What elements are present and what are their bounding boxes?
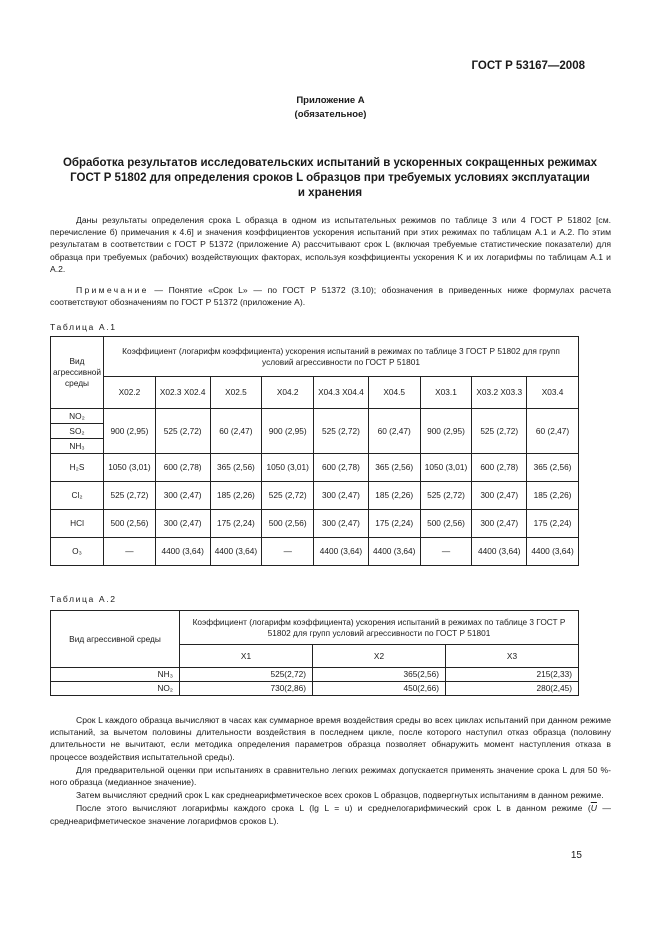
table1-cell: — bbox=[104, 538, 156, 566]
title-line-1: Обработка результатов исследовательских испытаний в ускоренных сокращенных режимах bbox=[62, 157, 598, 169]
table2-cell: 450(2,66) bbox=[313, 682, 446, 696]
table1-cell: 900 (2,95) bbox=[104, 409, 156, 454]
table1-cell: 525 (2,72) bbox=[104, 482, 156, 510]
section-title bbox=[50, 156, 610, 201]
title-line-2: ГОСТ Р 51802 для определения сроков L образцов при требуемых условиях эксплуатации bbox=[70, 172, 590, 184]
intro-text: Даны результаты определения срока L образца в одном из испытательных режимов по таблице 3 или 4 ГОСТ Р 51802 [см. перечисление б) примечания к 4.6] и значения коэффициентов ускорения испытаний при этих режимах по таблицам А.1 и А.2. По этим результатам в соответствии с ГОСТ Р 51372 (приложение А) рассчитывают срок L (включая требуемые статистические показатели) для образца при требуемых (рабочих) воздействующих факторах, используя коэффициенты ускорения K и их логарифмы по таблицам А.1 и А.2. bbox=[50, 215, 611, 274]
table1-cell: 300 (2,47) bbox=[155, 482, 210, 510]
table2-mode: Х3 bbox=[446, 645, 579, 668]
table1-cell: 300 (2,47) bbox=[155, 510, 210, 538]
table1-colhead: Коэффициент (логарифм коэффициента) ускорения испытаний в режимах по таблице 3 ГОСТ Р 51802 для групп условий агрессивности по ГОСТ Р 51801 bbox=[104, 337, 579, 377]
table1-cell: 1050 (3,01) bbox=[262, 454, 314, 482]
table1-cell: 600 (2,78) bbox=[155, 454, 210, 482]
title-line-3: и хранения bbox=[297, 187, 363, 199]
table-a1 bbox=[50, 336, 579, 566]
appendix-title: Приложение А bbox=[296, 95, 365, 106]
table1-cell: 60 (2,47) bbox=[210, 409, 262, 454]
table1-cell: 185 (2,26) bbox=[210, 482, 262, 510]
table1-cell: 525 (2,72) bbox=[314, 409, 369, 454]
table1-mode: Х03.1 bbox=[420, 377, 472, 409]
table1-cell: 4400 (3,64) bbox=[155, 538, 210, 566]
table2-cell: 365(2,56) bbox=[313, 668, 446, 682]
table1-cell: 60 (2,47) bbox=[368, 409, 420, 454]
table1-cell: 1050 (3,01) bbox=[104, 454, 156, 482]
table2-caption: Таблица А.2 bbox=[50, 594, 117, 604]
table1-mode: Х02.3 Х02.4 bbox=[155, 377, 210, 409]
table1-mode: Х04.2 bbox=[262, 377, 314, 409]
table1-cell: 175 (2,24) bbox=[527, 510, 579, 538]
table1-mode: Х03.4 bbox=[527, 377, 579, 409]
table1-medium: HCl bbox=[51, 510, 104, 538]
table1-cell: 4400 (3,64) bbox=[314, 538, 369, 566]
table1-cell: 300 (2,47) bbox=[472, 510, 527, 538]
table1-mode: Х04.3 Х04.4 bbox=[314, 377, 369, 409]
table1-medium: SO₂ bbox=[51, 424, 104, 439]
table1-cell: 4400 (3,64) bbox=[368, 538, 420, 566]
table1-cell: 500 (2,56) bbox=[104, 510, 156, 538]
table1-cell: 600 (2,78) bbox=[472, 454, 527, 482]
table1-cell: 365 (2,56) bbox=[527, 454, 579, 482]
appendix-label bbox=[0, 94, 661, 122]
table2-colhead: Коэффициент (логарифм коэффициента) ускорения испытаний в режимах по таблице 3 ГОСТ Р 51802 для групп условий агрессивности по ГОСТ Р 51801 bbox=[180, 611, 579, 645]
body-paragraph-1: Срок L каждого образца вычисляют в часах как суммарное время воздействия среды во всех циклах испытаний при данном режиме испытаний, за вычетом половины длительности воздействия в последнем цикле, после которого наступил отказ образца (половину длительности не вычитают, если методика определения параметров образца позволяет обнаружить момент наступления отказа в процессе воздействия испытательной среды). bbox=[50, 715, 611, 762]
body-p4-end: — среднеарифметическое значение логарифмов сроков L). bbox=[50, 803, 611, 826]
body-paragraph-3: Затем вычисляют средний срок L как среднеарифметическое всех сроков L образцов, подвергнутых испытаниям в данном режиме. bbox=[76, 790, 604, 801]
body-paragraph-4 bbox=[50, 802, 611, 826]
table1-cell: 4400 (3,64) bbox=[210, 538, 262, 566]
table1-mode: Х04.5 bbox=[368, 377, 420, 409]
table2-mode: Х2 bbox=[313, 645, 446, 668]
table1-medium: H₂S bbox=[51, 454, 104, 482]
table2-cell: 215(2,33) bbox=[446, 668, 579, 682]
intro-paragraph bbox=[50, 214, 611, 275]
mean-log-symbol: $\overline{U}$ bbox=[590, 803, 597, 814]
table1-cell: 525 (2,72) bbox=[420, 482, 472, 510]
table1-medium: NH₃ bbox=[51, 439, 104, 454]
table1-mode: Х02.5 bbox=[210, 377, 262, 409]
table2-mode: Х1 bbox=[180, 645, 313, 668]
table1-cell: 60 (2,47) bbox=[527, 409, 579, 454]
table1-cell: 500 (2,56) bbox=[262, 510, 314, 538]
table2-medium: NH₃ bbox=[51, 668, 180, 682]
appendix-status: (обязательное) bbox=[294, 109, 367, 120]
table1-cell: — bbox=[420, 538, 472, 566]
document-header: ГОСТ Р 53167—2008 bbox=[471, 60, 585, 72]
table2-rowhead: Вид агрессивной среды bbox=[51, 611, 180, 668]
table1-cell: 185 (2,26) bbox=[527, 482, 579, 510]
table1-cell: 175 (2,24) bbox=[368, 510, 420, 538]
table2-cell: 730(2,86) bbox=[180, 682, 313, 696]
table1-mode: Х03.2 Х03.3 bbox=[472, 377, 527, 409]
table1-cell: 300 (2,47) bbox=[472, 482, 527, 510]
table1-cell: 4400 (3,64) bbox=[472, 538, 527, 566]
table1-cell: 525 (2,72) bbox=[262, 482, 314, 510]
table1-cell: 300 (2,47) bbox=[314, 510, 369, 538]
table1-cell: 1050 (3,01) bbox=[420, 454, 472, 482]
table1-cell: 900 (2,95) bbox=[420, 409, 472, 454]
body-paragraph-2: Для предварительной оценки при испытаниях в сравнительно легких режимах допускается применять значение срока L для 50 %-ного образца (медианное значение). bbox=[50, 764, 611, 788]
table1-cell: 365 (2,56) bbox=[210, 454, 262, 482]
body-p4-start: После этого вычисляют логарифмы каждого срока L (lg L = u) и среднелогарифмический срок L в данном режиме ( bbox=[76, 803, 591, 814]
table-a2 bbox=[50, 610, 579, 696]
table2-cell: 280(2,45) bbox=[446, 682, 579, 696]
table1-cell: 4400 (3,64) bbox=[527, 538, 579, 566]
table1-cell: 525 (2,72) bbox=[472, 409, 527, 454]
table1-caption: Таблица А.1 bbox=[50, 322, 117, 332]
table1-cell: — bbox=[262, 538, 314, 566]
table1-cell: 300 (2,47) bbox=[314, 482, 369, 510]
note-label: Примечание bbox=[76, 285, 149, 295]
table1-mode: Х02.2 bbox=[104, 377, 156, 409]
table2-medium: NO₂ bbox=[51, 682, 180, 696]
table1-cell: 185 (2,26) bbox=[368, 482, 420, 510]
note-text: — Понятие «Срок L» — по ГОСТ Р 51372 (3.10); обозначения в приведенных ниже формулах расчета соответствуют обозначениям по ГОСТ Р 51372 (приложение А). bbox=[50, 285, 611, 308]
table1-medium: Cl₂ bbox=[51, 482, 104, 510]
table1-rowhead: Вид агрессивной среды bbox=[51, 337, 104, 409]
page-number: 15 bbox=[570, 850, 582, 861]
table1-medium: O₃ bbox=[51, 538, 104, 566]
table1-medium: NO₂ bbox=[51, 409, 104, 424]
body-text bbox=[50, 714, 611, 828]
table1-cell: 365 (2,56) bbox=[368, 454, 420, 482]
table1-cell: 175 (2,24) bbox=[210, 510, 262, 538]
table1-cell: 500 (2,56) bbox=[420, 510, 472, 538]
note-paragraph bbox=[50, 284, 611, 308]
table1-cell: 525 (2,72) bbox=[155, 409, 210, 454]
table1-cell: 600 (2,78) bbox=[314, 454, 369, 482]
table2-cell: 525(2,72) bbox=[180, 668, 313, 682]
table1-cell: 900 (2,95) bbox=[262, 409, 314, 454]
